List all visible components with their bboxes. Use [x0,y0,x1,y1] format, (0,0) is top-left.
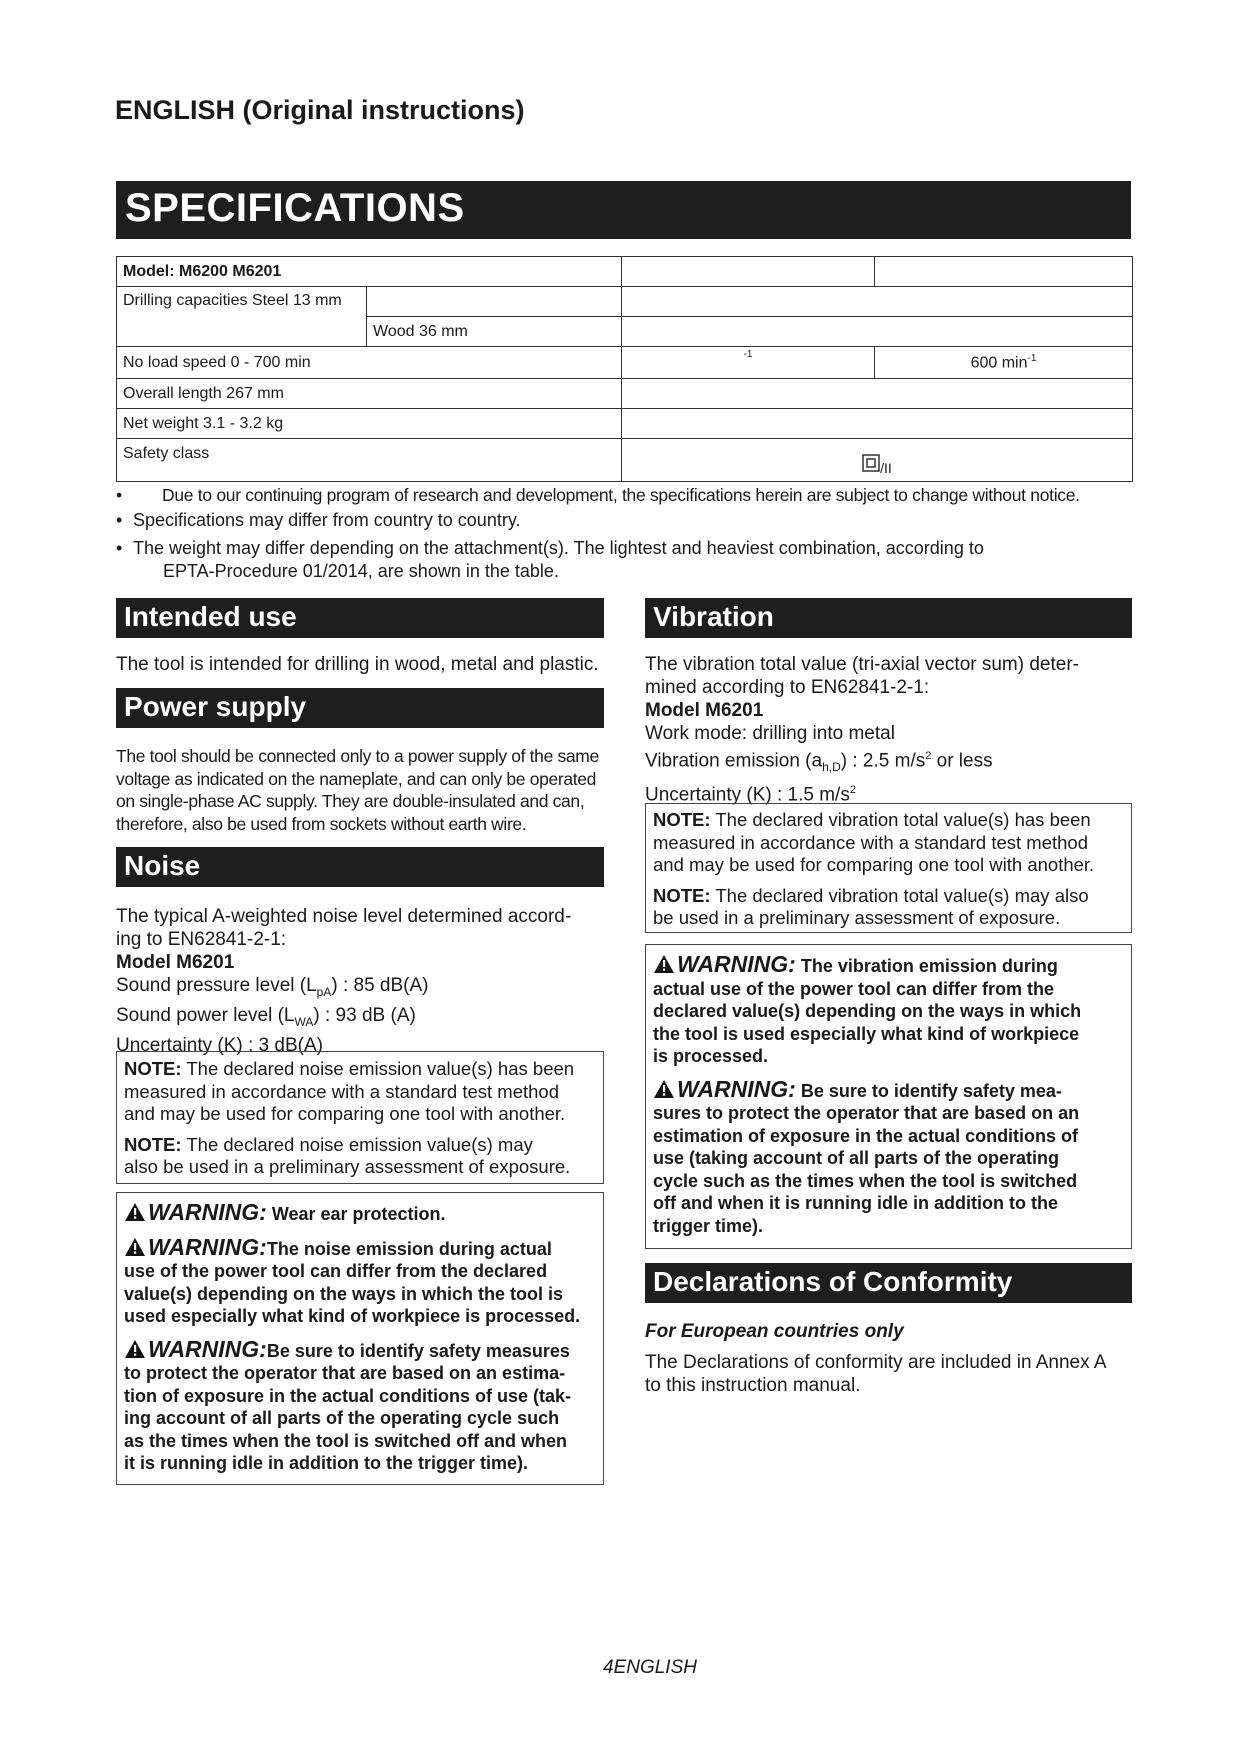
noise-uncertainty: Uncertainty (K) : 3 dB(A) [116,1034,323,1056]
text-line: The vibration emission during [795,956,1058,976]
table-row [117,379,1133,409]
noise-warning-1 [124,1201,596,1226]
sound-pressure-level [116,974,571,1004]
text-line: the tool is used especially what kind of workpiece [653,1023,1080,1044]
spl-subscript: pA [316,984,332,999]
declarations-title: Declarations of Conformity [653,1266,1013,1297]
spl-value: ) : 85 dB(A) [331,975,429,996]
no-load-speed: No load speed 0 - 700 min [117,347,622,379]
text-line: it is running idle in addition to the trigger time). [124,1453,528,1473]
text-line: estimation of exposure in the actual conditions of [653,1125,1079,1146]
specifications-title: SPECIFICATIONS [125,186,465,230]
emission-suffix: or less [931,750,993,772]
text-line: Be sure to identify safety measures [266,1340,570,1361]
note-label: NOTE: [124,1058,182,1079]
specifications-banner [116,181,1131,239]
noise-warning-2 [124,1233,596,1328]
text-line: Be sure to identify safety mea- [795,1080,1062,1101]
text-line: use (taking account of all parts of the operating [653,1148,1060,1168]
noise-warning-3 [124,1335,596,1475]
bullet-text: Specifications may differ from country to country. [133,510,521,530]
text-line: The declared noise emission value(s) may [181,1133,533,1155]
note-label: NOTE: [653,884,711,906]
text-line: off and when it is running idle in addition to the [653,1193,1058,1213]
emission-superscript: 2 [925,750,932,762]
table-cell-empty [622,287,1133,317]
noise-model: Model M6201 [116,952,235,973]
text-line: The vibration total value (tri-axial vector sum) deter- [645,654,1079,675]
warning-triangle-icon [124,1237,146,1257]
table-cell-empty [622,379,1133,409]
drilling-capacity-wood: Wood 36 mm [367,317,622,347]
page-language-title: ENGLISH (Original instructions) [115,95,525,125]
text-line: ing to EN62841-2-1: [116,929,287,950]
bullet-text: The weight may differ depending on the attachment(s). The lightest and heaviest combination, according to [133,538,984,558]
specifications-table [116,256,1133,482]
table-row [117,287,1133,317]
text-line: cycle such as the times when the tool is switched [653,1170,1078,1191]
warning-text: Wear ear protection. [266,1204,446,1224]
text-line: therefore, also be used from sockets without earth wire. [116,813,527,834]
text-line: actual use of the power tool can differ from the [653,978,1055,999]
safety-class-value: /II [880,460,892,476]
vibration-note-1 [653,809,1124,877]
speed-m6201-exponent: -1 [1027,352,1037,364]
vibration-work-mode: Work mode: drilling into metal [645,723,895,744]
declarations-text [645,1351,1107,1397]
table-cell-empty [875,257,1133,287]
text-line: declared value(s) depending on the ways in which [653,1001,1082,1021]
text-line: The tool should be connected only to a power supply of the same [116,746,599,766]
text-line: voltage as indicated on the nameplate, and can only be operated [116,768,596,789]
noise-banner [116,847,604,887]
vibration-warning-1 [653,953,1124,1068]
declarations-banner [645,1263,1132,1303]
text-line: The declared vibration total value(s) may also [710,884,1089,906]
vibration-warning-2 [653,1075,1124,1238]
text-line: to protect the operator that are based on an estima- [124,1363,566,1383]
text-line: and may be used for comparing one tool with another. [653,854,1095,875]
warning-label: WARNING: [677,951,796,977]
vibration-emission [645,745,1079,779]
speed-m6201-cell [875,347,1133,379]
warning-triangle-icon [653,1079,675,1099]
table-row [117,347,1133,379]
vibration-banner [645,598,1132,638]
text-line: The declared noise emission value(s) has been [181,1058,575,1079]
emission-subscript: h,D [822,760,841,775]
bullet-marker: • [116,510,123,530]
vibration-intro [645,653,1079,806]
power-supply-text [116,745,599,835]
text-line: to this instruction manual. [645,1375,861,1396]
noise-note-1 [124,1058,596,1126]
text-line: The noise emission during actual [266,1238,552,1259]
note-label: NOTE: [653,809,711,830]
noise-intro [116,905,571,1057]
text-line: is processed. [653,1046,769,1066]
bullet-continuation: EPTA-Procedure 01/2014, are shown in the table. [163,561,559,581]
text-line: tion of exposure in the actual conditions of use (tak- [124,1385,572,1406]
drilling-capacities-steel: Drilling capacities Steel 13 mm [117,287,367,347]
swl-subscript: WA [294,1014,314,1029]
safety-class-value-cell [622,439,1133,482]
text-line: also be used in a preliminary assessment of exposure. [124,1156,571,1177]
bullet-marker: • [116,485,122,505]
bullet-marker: • [116,538,123,558]
text-line: used especially what kind of workpiece is processed. [124,1306,581,1326]
sound-power-level [116,1004,571,1034]
warning-label: WARNING: [148,1335,267,1362]
noise-note-box [116,1051,604,1184]
warning-triangle-icon [124,1202,146,1222]
power-supply-title: Power supply [124,691,307,722]
speed-m6201: 600 min [970,354,1028,372]
spl-prefix: Sound pressure level (L [116,975,317,996]
table-cell-empty [367,287,622,317]
bullet-text: Due to our continuing program of research and development, the specifications herein are subject to change without notice. [162,485,1080,505]
table-row [117,257,1133,287]
warning-label: WARNING: [148,1233,267,1260]
declarations-subtitle: For European countries only [645,1321,904,1342]
intended-use-title: Intended use [124,601,297,632]
text-line: The declared vibration total value(s) has been [710,809,1091,830]
speed-exponent: -1 [622,347,875,379]
noise-note-2 [124,1134,596,1179]
vibration-note-2 [653,885,1124,930]
vibration-title: Vibration [653,601,774,632]
text-line: as the times when the tool is switched off and when [124,1430,568,1451]
power-supply-banner [116,688,604,728]
text-line: The typical A-weighted noise level determined accord- [116,906,572,927]
text-line: and may be used for comparing one tool with another. [124,1103,566,1124]
page-footer: 4ENGLISH [603,1657,697,1678]
text-line: ing account of all parts of the operating cycle such [124,1408,560,1428]
intended-use-banner [116,598,604,638]
text-line: be used in a preliminary assessment of exposure. [653,907,1061,928]
noise-warning-box [116,1192,604,1485]
text-line: The Declarations of conformity are included in Annex A [645,1352,1107,1373]
swl-prefix: Sound power level (L [116,1004,295,1026]
warning-label: WARNING: [677,1075,796,1102]
swl-value: ) : 93 dB (A) [313,1004,416,1026]
uncertainty-value: Uncertainty (K) : 1.5 m/s [645,784,850,806]
table-cell-empty [622,409,1133,439]
table-row [117,409,1133,439]
noise-title: Noise [124,850,201,881]
vibration-model: Model M6201 [645,700,764,721]
uncertainty-superscript: 2 [849,784,856,797]
text-line: mined according to EN62841-2-1: [645,677,930,698]
emission-value: ) : 2.5 m/s [840,750,926,772]
model-label: Model: M6200 M6201 [117,257,622,287]
text-line: value(s) depending on the ways in which the tool is [124,1283,564,1304]
intended-use-text: The tool is intended for drilling in wood, metal and plastic. [116,654,599,675]
emission-prefix: Vibration emission (a [645,750,823,772]
double-insulation-icon [862,454,880,472]
warning-label: WARNING: [148,1199,267,1225]
safety-class-label: Safety class [117,439,622,482]
text-line: on single-phase AC supply. They are double-insulated and can, [116,791,585,811]
net-weight: Net weight 3.1 - 3.2 kg [117,409,622,439]
warning-triangle-icon [124,1339,146,1359]
text-line: measured in accordance with a standard test method [653,831,1088,853]
table-row [117,439,1133,482]
table-cell-empty [622,257,875,287]
vibration-note-box [645,803,1132,933]
table-cell-empty [622,317,1133,347]
vibration-warning-box [645,944,1132,1249]
text-line: measured in accordance with a standard test method [124,1080,559,1102]
text-line: sures to protect the operator that are based on an [653,1103,1080,1123]
overall-length: Overall length 267 mm [117,379,622,409]
text-line: use of the power tool can differ from the declared [124,1261,548,1281]
warning-triangle-icon [653,954,675,974]
note-label: NOTE: [124,1133,182,1155]
text-line: trigger time). [653,1215,764,1236]
